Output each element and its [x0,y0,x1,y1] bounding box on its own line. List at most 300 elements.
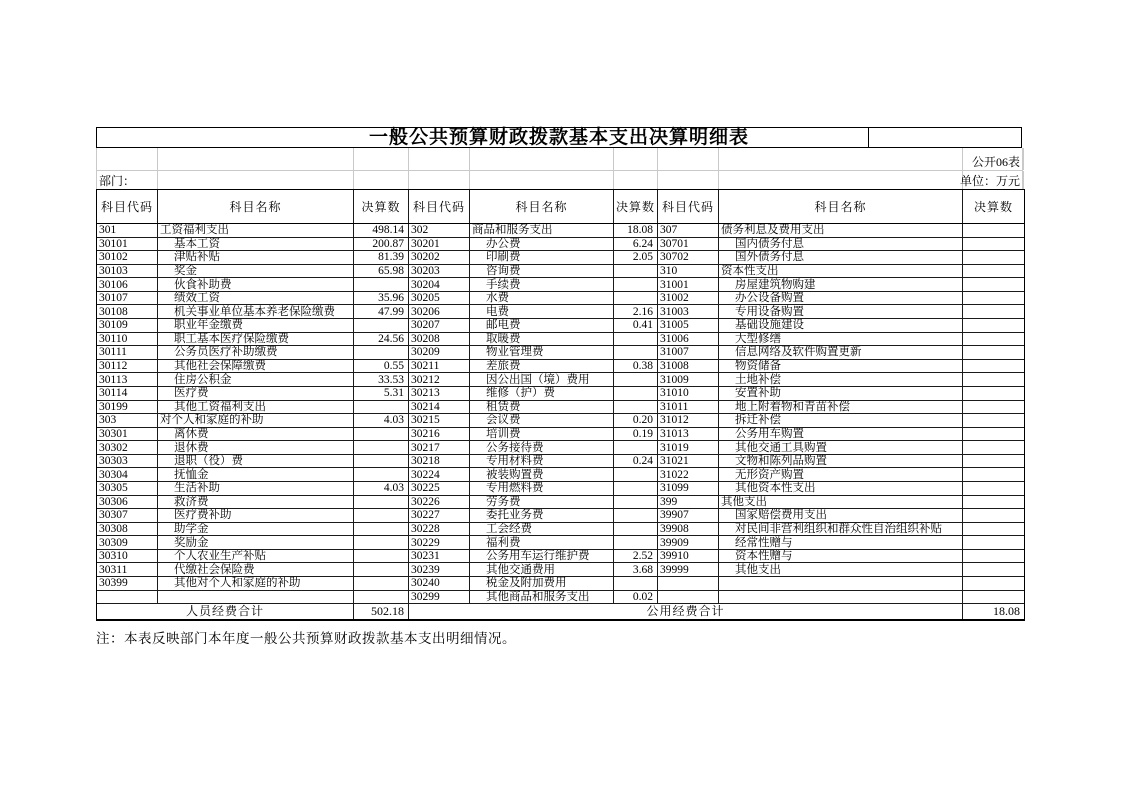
code-cell: 30208 [409,333,470,346]
name-cell: 因公出国（境）费用 [470,373,614,386]
name-cell: 基础设施建设 [719,319,963,332]
name-cell: 工资福利支出 [158,224,354,237]
value-cell [614,401,658,414]
value-cell: 0.41 [614,319,658,332]
table-row [97,292,1024,306]
table-grid [96,189,1025,621]
code-cell: 30209 [409,346,470,359]
code-cell: 30308 [97,523,158,536]
name-cell: 大型修缮 [719,333,963,346]
value-cell [354,346,409,359]
name-cell: 其他交通工具购置 [719,441,963,454]
code-cell: 30215 [409,414,470,427]
value-cell [614,509,658,522]
table-row [97,305,1024,319]
code-cell: 30204 [409,278,470,291]
code-cell: 30110 [97,333,158,346]
name-cell: 工会经费 [470,523,614,536]
code-cell: 30107 [97,292,158,305]
code-cell: 31012 [658,414,719,427]
value-cell [963,523,1024,536]
code-cell: 31019 [658,441,719,454]
name-cell: 住房公积金 [158,373,354,386]
table-totals-row [97,604,1024,619]
code-cell: 39999 [658,563,719,576]
name-cell: 职业年金缴费 [158,319,354,332]
name-cell: 代缴社会保险费 [158,563,354,576]
value-cell [354,278,409,291]
name-cell: 文物和陈列品购置 [719,455,963,468]
name-cell: 会议费 [470,414,614,427]
code-cell: 30206 [409,305,470,318]
code-cell: 399 [658,496,719,509]
code-cell: 30207 [409,319,470,332]
value-cell [614,496,658,509]
value-cell [354,496,409,509]
code-cell: 31099 [658,482,719,495]
name-cell: 个人农业生产补贴 [158,550,354,563]
code-cell: 307 [658,224,719,237]
name-cell: 专用设备购置 [719,305,963,318]
table-row [97,509,1024,523]
value-cell: 0.20 [614,414,658,427]
code-cell: 30303 [97,455,158,468]
name-cell: 绩效工资 [158,292,354,305]
code-cell: 30108 [97,305,158,318]
code-cell [97,591,158,604]
value-cell [354,536,409,549]
value-cell: 65.98 [354,265,409,278]
name-cell: 公务员医疗补助缴费 [158,346,354,359]
code-cell: 30306 [97,496,158,509]
name-cell: 劳务费 [470,496,614,509]
column-header-name: 科目名称 [470,190,614,223]
table-row [97,577,1024,591]
code-cell: 30311 [97,563,158,576]
value-cell [354,577,409,590]
name-cell: 资本性赠与 [719,550,963,563]
code-cell: 30239 [409,563,470,576]
table-row [97,251,1024,265]
value-cell: 2.52 [614,550,658,563]
table-row [97,563,1024,577]
code-cell: 30218 [409,455,470,468]
value-cell: 6.24 [614,238,658,251]
code-cell: 30229 [409,536,470,549]
table-note: 注：本表反映部门本年度一般公共预算财政拨款基本支出明细情况。 [96,631,516,646]
budget-table [96,127,1023,621]
name-cell: 物业管理费 [470,346,614,359]
code-cell: 31009 [658,373,719,386]
code-cell: 31002 [658,292,719,305]
value-cell [354,509,409,522]
code-cell: 30399 [97,577,158,590]
code-cell: 30203 [409,265,470,278]
column-header-code: 科目代码 [97,190,158,223]
name-cell: 其他资本性支出 [719,482,963,495]
value-cell [963,387,1024,400]
table-row [97,278,1024,292]
code-cell: 30225 [409,482,470,495]
value-cell: 0.38 [614,360,658,373]
code-cell: 30205 [409,292,470,305]
value-cell [614,333,658,346]
name-cell: 专用燃料费 [470,482,614,495]
name-cell: 信息网络及软件购置更新 [719,346,963,359]
table-row [97,523,1024,537]
code-cell: 30228 [409,523,470,536]
value-cell [614,468,658,481]
value-cell: 2.16 [614,305,658,318]
table-row [97,373,1024,387]
code-cell [658,577,719,590]
name-cell: 邮电费 [470,319,614,332]
name-cell: 资本性支出 [719,265,963,278]
name-cell: 医疗费补助 [158,509,354,522]
value-cell [963,319,1024,332]
code-cell: 30299 [409,591,470,604]
code-cell: 30112 [97,360,158,373]
value-cell [354,428,409,441]
code-cell: 30307 [97,509,158,522]
name-cell: 公务用车运行维护费 [470,550,614,563]
name-cell: 医疗费 [158,387,354,400]
code-cell: 301 [97,224,158,237]
name-cell: 电费 [470,305,614,318]
name-cell: 伙食补助费 [158,278,354,291]
code-cell: 30212 [409,373,470,386]
code-cell: 302 [409,224,470,237]
table-body [97,224,1024,604]
value-cell: 24.56 [354,333,409,346]
value-cell [354,591,409,604]
code-cell: 39907 [658,509,719,522]
value-cell: 4.03 [354,482,409,495]
name-cell: 退职（役）费 [158,455,354,468]
column-header-value: 决算数 [973,200,1013,214]
code-cell: 31011 [658,401,719,414]
table-row [97,468,1024,482]
department-label: 部门： [99,173,136,188]
value-cell [963,482,1024,495]
unit-label: 单位：万元 [959,173,1020,188]
code-cell: 30217 [409,441,470,454]
code-cell: 31003 [658,305,719,318]
public-total-label: 公用经费合计 [409,604,963,619]
value-cell [614,265,658,278]
name-cell: 助学金 [158,523,354,536]
value-cell [963,550,1024,563]
code-cell: 303 [97,414,158,427]
name-cell: 其他商品和服务支出 [470,591,614,604]
code-cell [658,591,719,604]
name-cell: 公务接待费 [470,441,614,454]
table-header-row [97,190,1024,224]
code-cell: 310 [658,265,719,278]
name-cell: 其他支出 [719,496,963,509]
table-code-label: 公开06表 [971,155,1020,169]
name-cell: 其他交通费用 [470,563,614,576]
value-cell [354,455,409,468]
code-cell: 30199 [97,401,158,414]
code-cell: 31007 [658,346,719,359]
name-cell: 商品和服务支出 [470,224,614,237]
name-cell: 机关事业单位基本养老保险缴费 [158,305,354,318]
public-total-value: 18.08 [993,604,1020,619]
code-cell: 31006 [658,333,719,346]
value-cell [963,278,1024,291]
table-title-row [96,127,1022,148]
code-cell: 30103 [97,265,158,278]
name-cell: 土地补偿 [719,373,963,386]
meta-row-table-code [96,148,1023,171]
value-cell [614,373,658,386]
value-cell [963,563,1024,576]
name-cell: 安置补助 [719,387,963,400]
name-cell: 专用材料费 [470,455,614,468]
table-row [97,387,1024,401]
code-cell: 30102 [97,251,158,264]
value-cell [963,292,1024,305]
value-cell [614,441,658,454]
code-cell: 30702 [658,251,719,264]
code-cell: 30101 [97,238,158,251]
name-cell: 被装购置费 [470,468,614,481]
code-cell: 30201 [409,238,470,251]
name-cell: 水费 [470,292,614,305]
value-cell [963,509,1024,522]
name-cell: 债务利息及费用支出 [719,224,963,237]
table-row [97,414,1024,428]
name-cell: 咨询费 [470,265,614,278]
value-cell: 33.53 [354,373,409,386]
name-cell: 其他工资福利支出 [158,401,354,414]
name-cell: 印刷费 [470,251,614,264]
code-cell: 30211 [409,360,470,373]
value-cell [614,278,658,291]
code-cell: 30226 [409,496,470,509]
value-cell: 35.96 [354,292,409,305]
name-cell: 对个人和家庭的补助 [158,414,354,427]
name-cell: 取暖费 [470,333,614,346]
code-cell: 39908 [658,523,719,536]
code-cell: 31001 [658,278,719,291]
value-cell: 200.87 [354,238,409,251]
value-cell: 0.55 [354,360,409,373]
value-cell [963,496,1024,509]
table-row [97,536,1024,550]
value-cell [963,414,1024,427]
name-cell: 津贴补贴 [158,251,354,264]
code-cell: 31022 [658,468,719,481]
table-row [97,428,1024,442]
name-cell: 基本工资 [158,238,354,251]
name-cell: 手续费 [470,278,614,291]
code-cell: 39910 [658,550,719,563]
value-cell [614,577,658,590]
name-cell [158,591,354,604]
table-row [97,224,1024,238]
table-row [97,441,1024,455]
value-cell: 0.24 [614,455,658,468]
name-cell: 物资储备 [719,360,963,373]
value-cell [354,468,409,481]
value-cell [963,591,1024,604]
code-cell: 30113 [97,373,158,386]
value-cell [963,373,1024,386]
name-cell: 无形资产购置 [719,468,963,481]
table-row [97,482,1024,496]
column-header-name: 科目名称 [719,190,963,223]
code-cell: 31010 [658,387,719,400]
value-cell: 47.99 [354,305,409,318]
code-cell: 30305 [97,482,158,495]
code-cell: 30240 [409,577,470,590]
name-cell: 税金及附加费用 [470,577,614,590]
value-cell: 0.19 [614,428,658,441]
page-title: 一般公共预算财政拨款基本支出决算明细表 [368,127,749,148]
value-cell: 498.14 [354,224,409,237]
table-row [97,550,1024,564]
value-cell: 5.31 [354,387,409,400]
name-cell: 租赁费 [470,401,614,414]
name-cell: 差旅费 [470,360,614,373]
value-cell [963,224,1024,237]
code-cell: 30106 [97,278,158,291]
value-cell [963,401,1024,414]
value-cell [354,319,409,332]
column-header-code: 科目代码 [658,190,719,223]
code-cell: 31005 [658,319,719,332]
value-cell [963,455,1024,468]
name-cell: 其他支出 [719,563,963,576]
name-cell: 对民间非营利组织和群众性自治组织补贴 [719,523,963,536]
name-cell: 抚恤金 [158,468,354,481]
value-cell [963,577,1024,590]
value-cell [614,292,658,305]
name-cell [719,591,963,604]
name-cell: 退休费 [158,441,354,454]
code-cell: 30231 [409,550,470,563]
table-row [97,265,1024,279]
value-cell [963,333,1024,346]
table-row [97,333,1024,347]
value-cell: 4.03 [354,414,409,427]
value-cell: 2.05 [614,251,658,264]
table-row [97,360,1024,374]
value-cell: 3.68 [614,563,658,576]
code-cell: 30114 [97,387,158,400]
value-cell [354,550,409,563]
table-row [97,591,1024,605]
value-cell: 0.02 [614,591,658,604]
value-cell [963,305,1024,318]
name-cell: 维修（护）费 [470,387,614,400]
name-cell: 救济费 [158,496,354,509]
code-cell: 30310 [97,550,158,563]
code-cell: 30302 [97,441,158,454]
name-cell: 国家赔偿费用支出 [719,509,963,522]
code-cell: 30213 [409,387,470,400]
value-cell [354,401,409,414]
value-cell [614,523,658,536]
name-cell: 办公设备购置 [719,292,963,305]
value-cell [963,536,1024,549]
code-cell: 30227 [409,509,470,522]
column-header-code: 科目代码 [409,190,470,223]
table-row [97,319,1024,333]
column-header-value: 决算数 [614,190,658,223]
name-cell: 房屋建筑物购建 [719,278,963,291]
table-row [97,401,1024,415]
value-cell [354,563,409,576]
value-cell [614,482,658,495]
name-cell: 地上附着物和青苗补偿 [719,401,963,414]
name-cell: 国外债务付息 [719,251,963,264]
value-cell [614,346,658,359]
name-cell: 拆迁补偿 [719,414,963,427]
code-cell: 30202 [409,251,470,264]
value-cell [354,441,409,454]
table-row [97,496,1024,510]
name-cell: 委托业务费 [470,509,614,522]
code-cell: 30109 [97,319,158,332]
table-row [97,238,1024,252]
value-cell [963,251,1024,264]
value-cell [614,387,658,400]
name-cell: 经常性赠与 [719,536,963,549]
name-cell [719,577,963,590]
value-cell [963,238,1024,251]
code-cell: 30301 [97,428,158,441]
value-cell [614,536,658,549]
value-cell: 18.08 [614,224,658,237]
code-cell: 31013 [658,428,719,441]
code-cell: 30111 [97,346,158,359]
code-cell: 30309 [97,536,158,549]
code-cell: 39909 [658,536,719,549]
code-cell: 30224 [409,468,470,481]
code-cell: 30216 [409,428,470,441]
code-cell: 30701 [658,238,719,251]
value-cell [963,346,1024,359]
personnel-total-value: 502.18 [354,604,409,619]
name-cell: 奖金 [158,265,354,278]
table-row [97,455,1024,469]
name-cell: 离休费 [158,428,354,441]
name-cell: 培训费 [470,428,614,441]
value-cell [354,523,409,536]
name-cell: 国内债务付息 [719,238,963,251]
value-cell [963,428,1024,441]
code-cell: 30304 [97,468,158,481]
table-row [97,346,1024,360]
code-cell: 30214 [409,401,470,414]
value-cell: 81.39 [354,251,409,264]
name-cell: 生活补助 [158,482,354,495]
name-cell: 公务用车购置 [719,428,963,441]
name-cell: 奖励金 [158,536,354,549]
name-cell: 福利费 [470,536,614,549]
meta-row-department-unit [96,171,1023,189]
column-header-value: 决算数 [354,190,409,223]
name-cell: 其他对个人和家庭的补助 [158,577,354,590]
personnel-total-label: 人员经费合计 [97,604,354,619]
code-cell: 31008 [658,360,719,373]
column-header-name: 科目名称 [158,190,354,223]
value-cell [963,265,1024,278]
name-cell: 其他社会保障缴费 [158,360,354,373]
